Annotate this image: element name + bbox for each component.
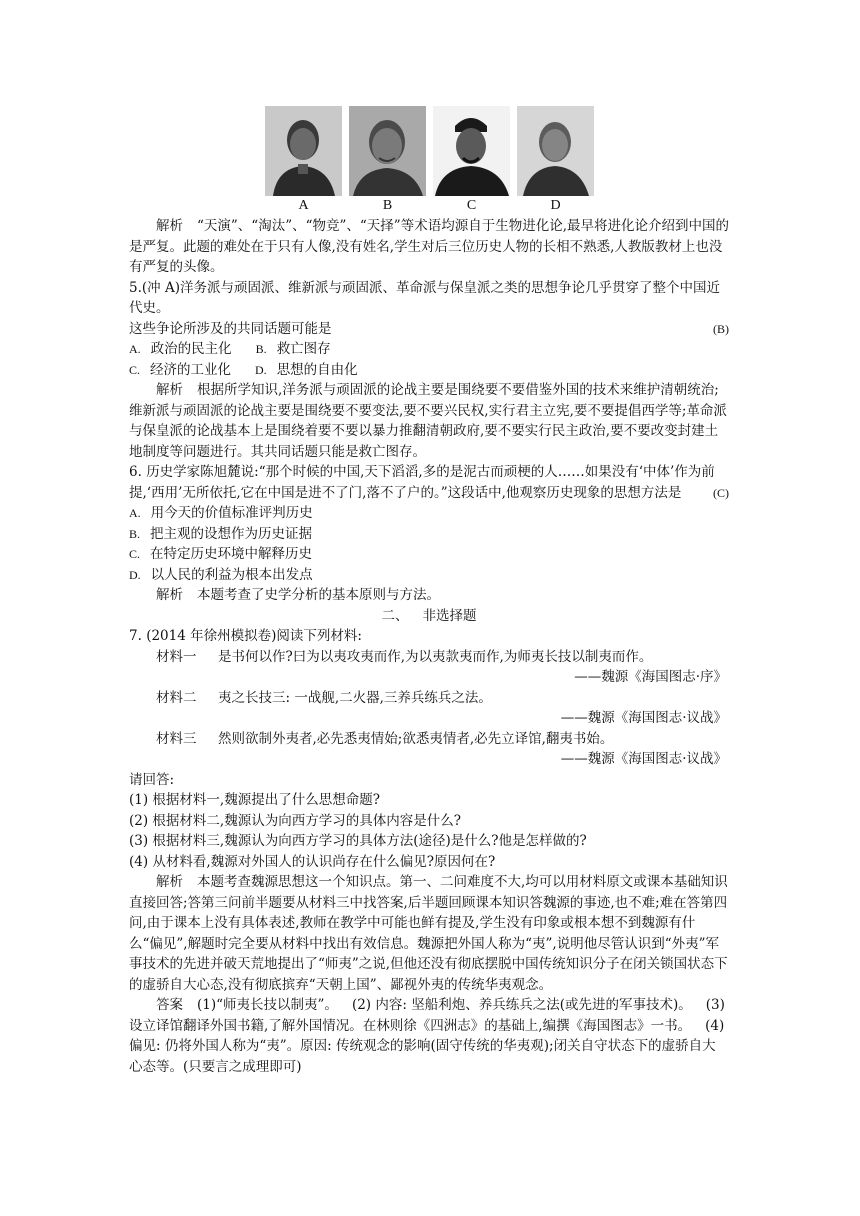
q5-option-c: 经济的工业化 [150, 361, 232, 378]
q7-material-1-citation: ——魏源《海国图志·序》 [574, 669, 727, 685]
q7-answer: 答案 (1)“师夷长技以制夷”。 (2) 内容: 坚船利炮、养兵练兵之法(或先进的军事技术)。 (3) 设立译馆翻译外国书籍,了解外国情况。在林则徐《四洲志》的基础上,编撰《海国图志》一书。 (4) 偏见: 仍将外国人称为“夷”。原因: 传统观念的影响(固守传统的华夷观);闭关自守状态下的虚骄自大心态等。(只要言之成理即可) [129, 997, 725, 1075]
q6-option-c: C. 在特定历史环境中解释历史 [129, 546, 313, 562]
portrait-a-label: A [298, 198, 309, 213]
q5-stem: 5.(冲 A)洋务派与顽固派、维新派与顽固派、革命派与保皇派之类的思想争论几乎贯穿了整个中国近代史。 [129, 279, 720, 316]
q5-option-b: 救亡图存 [276, 341, 331, 357]
q7-question-1: (1) 根据材料一,魏源提出了什么思想命题? [129, 792, 380, 808]
q4-analysis: 解析 “天演”、“淘汰”、“物竞”、“天择”等术语均源自于生物进化论,最早将进化论介绍到中国的是严复。此题的难处在于只有人像,没有姓名,学生对后三位历史人物的长相不熟悉,人教版教材上也没有严复的头像。 [129, 218, 730, 275]
q5-options-ab: A. 政治的民主化 B. 救亡图存 [129, 341, 331, 357]
q7-question-3: (3) 根据材料三,魏源认为向西方学习的具体方法(途径)是什么?他是怎样做的? [129, 833, 587, 849]
portrait-b-label: B [382, 198, 393, 213]
q7-question-2: (2) 根据材料二,魏源认为向西方学习的具体内容是什么? [129, 812, 461, 829]
q7-stem: 7. (2014 年徐州模拟卷)阅读下列材料: [129, 628, 362, 644]
portrait-options [265, 106, 597, 216]
portrait-d-label: D [550, 198, 561, 213]
q7-analysis: 解析 本题考查魏源思想这一个知识点。第一、二问难度不大,均可以用材料原文或课本基础知识直接回答;答第三问前半题要从材料三中找答案,后半题回顾课本知识答魏源的事迹,也不难;难在答第四问,由于课本上没有具体表述,教师在教学中可能也鲜有提及,学生没有印象或根本想不到魏源有什么“偏见”,解题时完全要从材料中找出有效信息。魏源把外国人称为“夷”,说明他尽管认识到“外夷”军事技术的先进并破天荒地提出了“师夷”之说,但他还没有彻底摆脱中国传统知识分子在闭关锁国状态下的虚骄自大心态,没有彻底摈弃“天朝上国”、鄙视外夷的传统华夷观念。 [129, 874, 728, 993]
q7-material-1: 材料一 是书何以作?曰为以夷攻夷而作,为以夷款夷而作,为师夷长技以制夷而作。 [156, 648, 653, 665]
q6-option-a: A. 用今天的价值标准评判历史 [129, 505, 313, 521]
q7-material-3-citation: ——魏源《海国图志·议战》 [560, 751, 727, 767]
q5-answer: (B) [713, 321, 729, 336]
q6-option-b: B. 把主观的设想作为历史证据 [129, 525, 313, 542]
q7-material-3: 材料三 然则欲制外夷者,必先悉夷情始;欲悉夷情者,必先立译馆,翻夷书始。 [156, 730, 614, 747]
question-content [129, 216, 729, 1077]
q7-material-2-citation: ——魏源《海国图志·议战》 [560, 710, 727, 726]
portrait-c-label: C [466, 198, 477, 213]
q6-analysis: 解析 本题考查了史学分析的基本原则与方法。 [156, 587, 440, 603]
q5-option-a: 政治的民主化 [150, 341, 232, 357]
section-heading: 二、 非选择题 [381, 607, 477, 624]
q7-material-2: 材料二 夷之长技三: 一战舰,二火器,三养兵练兵之法。 [156, 689, 492, 706]
q6-option-d: D. 以人民的利益为根本出发点 [129, 566, 313, 583]
portrait-c-image [433, 106, 510, 196]
portrait-b-image [349, 106, 426, 196]
q5-analysis: 解析 根据所学知识,洋务派与顽固派的论战主要是围绕要不要借鉴外国的技术来维护清朝统治;维新派与顽固派的论战主要是围绕要不要变法,要不要兴民权,实行君主立宪,要不要提倡西学等;革命派与保皇派的论战基本上是围绕着要不要以暴力推翻清朝政府,要不要实行民主政治,要不要改变封建土地制度等问题进行。其共同话题只能是救亡图存。 [129, 382, 727, 460]
q7-question-4: (4) 从材料看,魏源对外国人的认识尚存在什么偏见?原因何在? [129, 853, 496, 870]
q5-options-cd: C. 经济的工业化 D. 思想的自由化 [129, 361, 358, 378]
q6-stem: 6. 历史学家陈旭麓说:“那个时候的中国,天下滔滔,多的是泥古而顽梗的人……如果没有‘中体’作为前 [129, 464, 715, 480]
portrait-d-image [517, 106, 594, 196]
q5-option-d: 思想的自由化 [276, 361, 358, 378]
q7-prompt: 请回答: [129, 771, 175, 788]
portrait-a-image [265, 106, 342, 196]
q6-answer: (C) [713, 485, 729, 500]
q5-stem-line2: 这些争论所涉及的共同话题可能是 (B) [129, 319, 729, 340]
q6-stem-line2: 提,‘西用’无所依托,它在中国是进不了门,落不了户的。”这段话中,他观察历史现象的思想方法是 (C) [129, 483, 729, 504]
